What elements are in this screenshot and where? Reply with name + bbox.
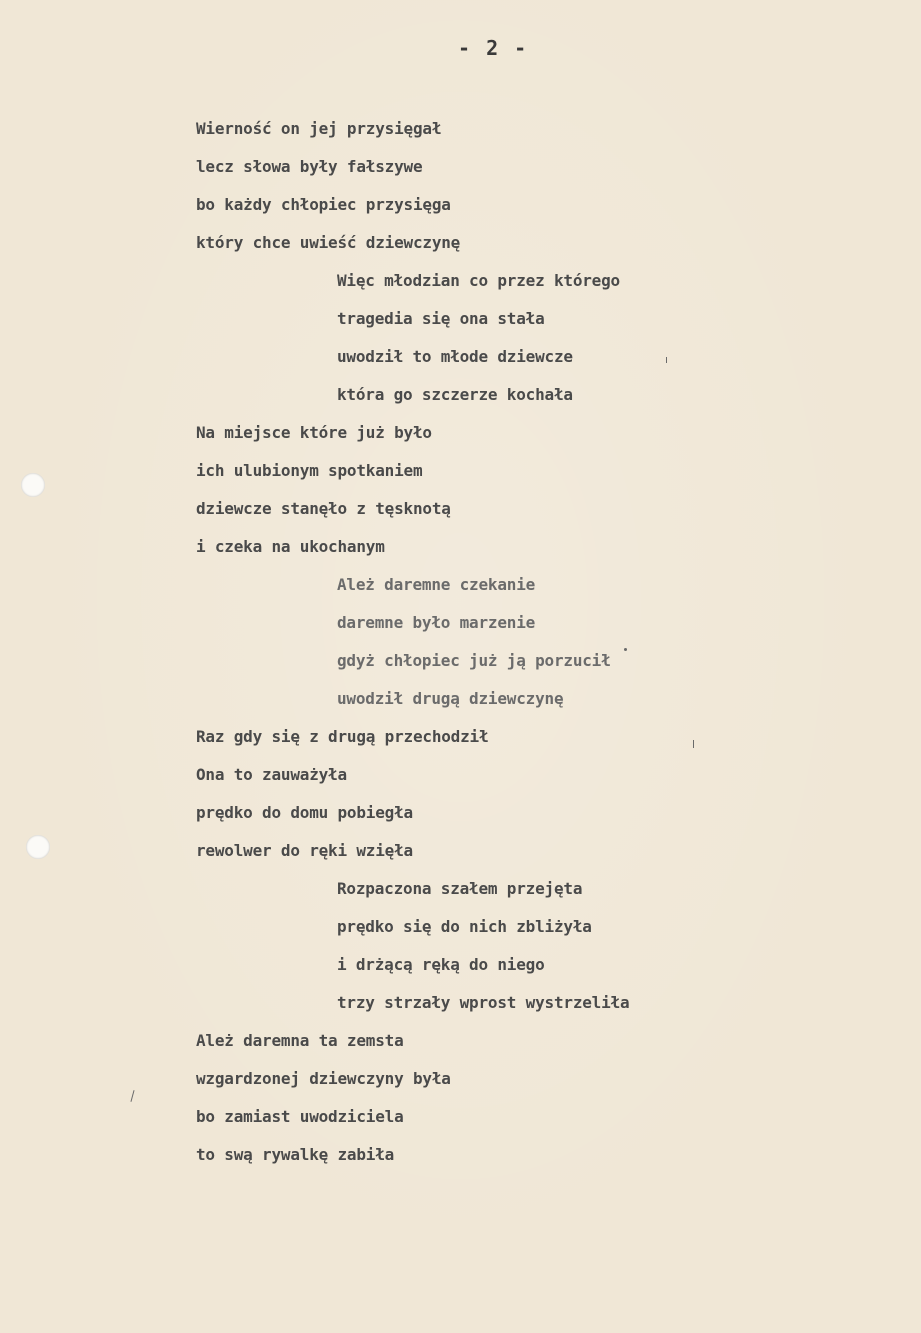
poem-line: gdyż chłopiec już ją porzucił [337,651,611,670]
poem-line: trzy strzały wprost wystrzeliła [337,993,630,1012]
stanza-6 [196,875,716,1027]
poem-text [196,115,716,1179]
poem-line: Na miejsce które już było [196,423,432,442]
poem-line: i czeka na ukochanym [196,537,385,556]
stanza-3 [196,419,716,571]
poem-line: Raz gdy się z drugą przechodził [196,727,489,746]
poem-line: Więc młodzian co przez którego [337,271,620,290]
poem-line: która go szczerze kochała [337,385,573,404]
poem-line: Wierność on jej przysięgał [196,119,442,138]
poem-line: ich ulubionym spotkaniem [196,461,423,480]
poem-line: tragedia się ona stała [337,309,545,328]
page-number: - 2 - [458,36,529,60]
poem-line: Ależ daremna ta zemsta [196,1031,404,1050]
poem-line: Ależ daremne czekanie [337,575,536,594]
paper-speck [624,648,627,651]
poem-line: to swą rywalkę zabiła [196,1145,395,1164]
poem-line: uwodził drugą dziewczynę [337,689,564,708]
poem-line: bo zamiast uwodziciela [196,1107,404,1126]
poem-line: który chce uwieść dziewczynę [196,233,461,252]
poem-line: lecz słowa były fałszywe [196,157,423,176]
poem-line: i drżącą ręką do niego [337,955,545,974]
paper-speck [130,1090,134,1102]
poem-line: daremne było marzenie [337,613,536,632]
poem-line: wzgardzonej dziewczyny była [196,1069,451,1088]
poem-line: Rozpaczona szałem przejęta [337,879,583,898]
poem-line: prędko do domu pobiegła [196,803,413,822]
punch-hole [26,835,50,859]
poem-line: dziewcze stanęło z tęsknotą [196,499,451,518]
poem-line: Ona to zauważyła [196,765,347,784]
stanza-7 [196,1027,716,1179]
punch-hole [21,473,45,497]
stanza-4 [196,571,716,723]
paper-speck [693,740,694,748]
poem-line: prędko się do nich zbliżyła [337,917,592,936]
paper-speck [666,357,667,363]
poem-line: rewolwer do ręki wzięła [196,841,413,860]
stanza-1 [196,115,716,267]
poem-line: uwodził to młode dziewcze [337,347,573,366]
stanza-5 [196,723,716,875]
poem-line: bo każdy chłopiec przysięga [196,195,451,214]
stanza-2 [196,267,716,419]
